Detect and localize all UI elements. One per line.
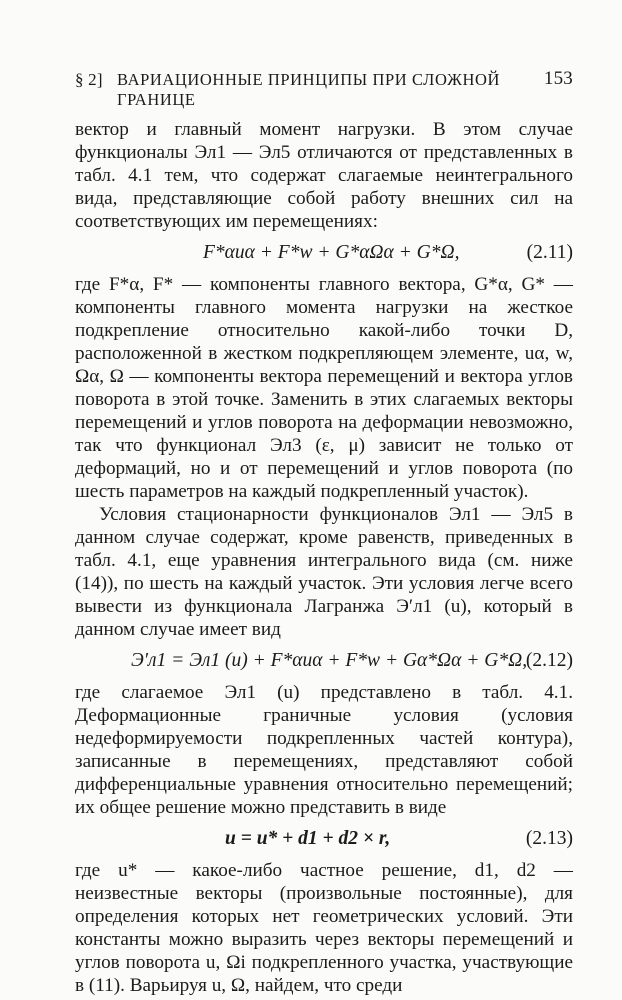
- equation-number: (2.11): [526, 242, 573, 263]
- running-header: [75, 68, 573, 109]
- formula-2-13: [75, 823, 573, 855]
- paragraph-1: вектор и главный момент нагрузки. В этом случае функционалы Эл1 — Эл5 отличаются от представленных в табл. 4.1 тем, что содержат слагаемые неинтегрального вида, представляющие собой работу внешних сил на соответствующих им перемещениях:: [75, 119, 573, 232]
- text-body: [75, 118, 573, 997]
- paragraph-5: где u* — какое-либо частное решение, d1, d2 — неизвестные векторы (произвольные постоянные), для определения которых нет геометрических условий. Эти константы можно выразить через векторы перемещений и углов поворота u, Ωi подкрепленного участка, участвующие в (11). Варьируя u, Ω, найдем, что среди: [75, 860, 573, 996]
- formula-expression: u = u* + d1 + d2 × r,: [225, 828, 391, 849]
- paragraph-2: где F*α, F* — компоненты главного вектора, G*α, G* — компоненты главного момента нагрузки на жесткое подкрепление относительно какой-либо точки D, расположенной в жестком подкрепляющем элементе, uα, w, Ωα, Ω — компоненты вектора перемещений и вектора углов поворота в этой точке. Заменить в этих слагаемых векторы перемещений и углов поворота на деформации невозможно, так что функционал Эл3 (ε, μ) зависит не только от деформаций, но и от перемещений и углов поворота (по шесть параметров на каждый подкрепленный участок).: [75, 274, 573, 502]
- paragraph-4: где слагаемое Эл1 (u) представлено в табл. 4.1. Деформационные граничные условия (условия недеформируемости подкрепленных частей контура), записанные в перемещениях, представляют собой дифференциальные уравнения относительно перемещений; их общее решение можно представить в виде: [75, 682, 573, 818]
- formula-2-11: [75, 237, 573, 269]
- page-number: 153: [543, 68, 573, 89]
- equation-number: (2.13): [525, 828, 573, 849]
- formula-expression: Э′л1 = Эл1 (u) + F*αuα + F*w + Gα*Ωα + G*Ω,: [131, 650, 528, 671]
- header-section: § 2]: [75, 70, 103, 89]
- header-title: ВАРИАЦИОННЫЕ ПРИНЦИПЫ ПРИ СЛОЖНОЙ ГРАНИЦЕ: [117, 70, 501, 109]
- formula-2-12: [75, 645, 573, 677]
- paragraph-3: Условия стационарности функционалов Эл1 — Эл5 в данном случае содержат, кроме равенств, приведенных в табл. 4.1, еще уравнения интегрального вида (см. ниже (14)), по шесть на каждый участок. Эти условия легче всего вывести из функционала Лагранжа Э′л1 (u), который в данном случае имеет вид: [75, 504, 573, 640]
- formula-expression: F*αuα + F*w + G*αΩα + G*Ω,: [203, 242, 460, 263]
- equation-number: (2.12): [525, 650, 573, 671]
